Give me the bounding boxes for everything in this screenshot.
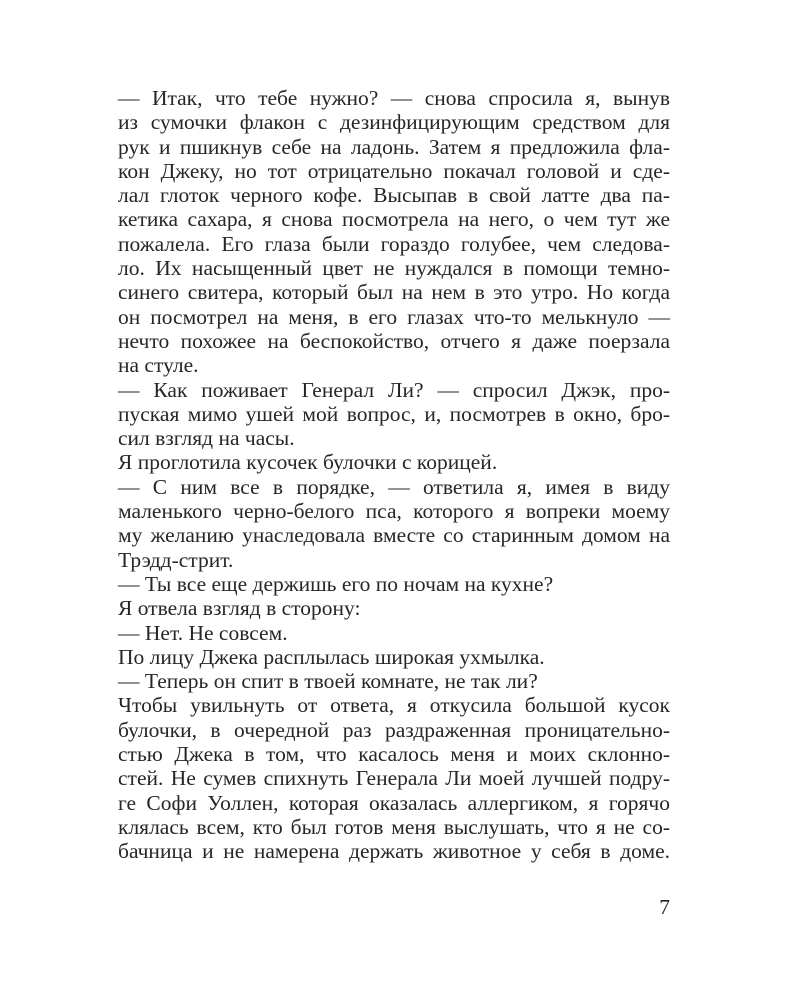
text-line: По лицу Джека расплылась широкая ухмылка. — [118, 644, 545, 669]
text-line: — Теперь он спит в твоей комнате, не так ли? — [118, 669, 538, 694]
text-line: — Нет. Не совсем. — [118, 620, 288, 645]
text-line: на стуле. — [118, 353, 199, 378]
text-line: лал глоток черного кофе. Высыпав в свой латте два па- — [118, 183, 670, 208]
text-line: клялась всем, кто был готов меня выслушать, что я не со- — [118, 814, 670, 839]
text-line: сил взгляд на часы. — [118, 426, 295, 451]
text-line: кон Джеку, но тот отрицательно покачал головой и сде- — [118, 158, 670, 183]
text-line: Трэдд-стрит. — [118, 547, 234, 572]
text-line: нечто похожее на беспокойство, отчего я даже поерзала — [118, 328, 670, 353]
text-line: маленького черно-белого пса, которого я вопреки моему — [118, 499, 670, 524]
text-line: ге Софи Уоллен, которая оказалась аллергиком, я горячо — [118, 790, 670, 815]
text-line: булочки, в очередной раз раздраженная проницательно- — [118, 717, 670, 742]
text-line: Я проглотила кусочек булочки с корицей. — [118, 450, 498, 475]
text-line: Чтобы увильнуть от ответа, я откусила большой кусок — [118, 693, 670, 718]
text-line: пуская мимо ушей мой вопрос, и, посмотрев в окно, бро- — [118, 401, 670, 426]
text-line: — Ты все еще держишь его по ночам на кухне? — [118, 571, 554, 596]
text-line: бачница и не намерена держать животное у себя в доме. — [118, 839, 670, 864]
page-number: 7 — [659, 895, 670, 919]
body-text — [118, 86, 670, 864]
text-line: кетика сахара, я снова посмотрела на него, о чем тут же — [118, 207, 670, 232]
text-line: стей. Не сумев спихнуть Генерала Ли моей лучшей подру- — [118, 766, 670, 791]
text-line: рук и пшикнув себе на ладонь. Затем я предложила фла- — [118, 134, 670, 159]
text-line: — С ним все в порядке, — ответила я, имея в виду — [118, 474, 670, 499]
text-line: — Итак, что тебе нужно? — снова спросила я, вынув — [118, 86, 670, 110]
text-line: он посмотрел на меня, в его глазах что-то мелькнуло — — [118, 304, 670, 329]
text-line: пожалела. Его глаза были гораздо голубее, чем следова- — [118, 231, 670, 256]
text-line: стью Джека в том, что касалось меня и моих склонно- — [118, 742, 670, 767]
text-line: синего свитера, который был на нем в это утро. Но когда — [118, 280, 670, 305]
text-line: из сумочки флакон с дезинфицирующим средством для — [118, 110, 670, 135]
text-line: му желанию унаследовала вместе со старинным домом на — [118, 523, 670, 548]
text-line: ло. Их насыщенный цвет не нуждался в помощи темно- — [118, 256, 670, 281]
text-line: — Как поживает Генерал Ли? — спросил Джэк, про- — [118, 377, 670, 402]
text-line: Я отвела взгляд в сторону: — [118, 596, 361, 621]
